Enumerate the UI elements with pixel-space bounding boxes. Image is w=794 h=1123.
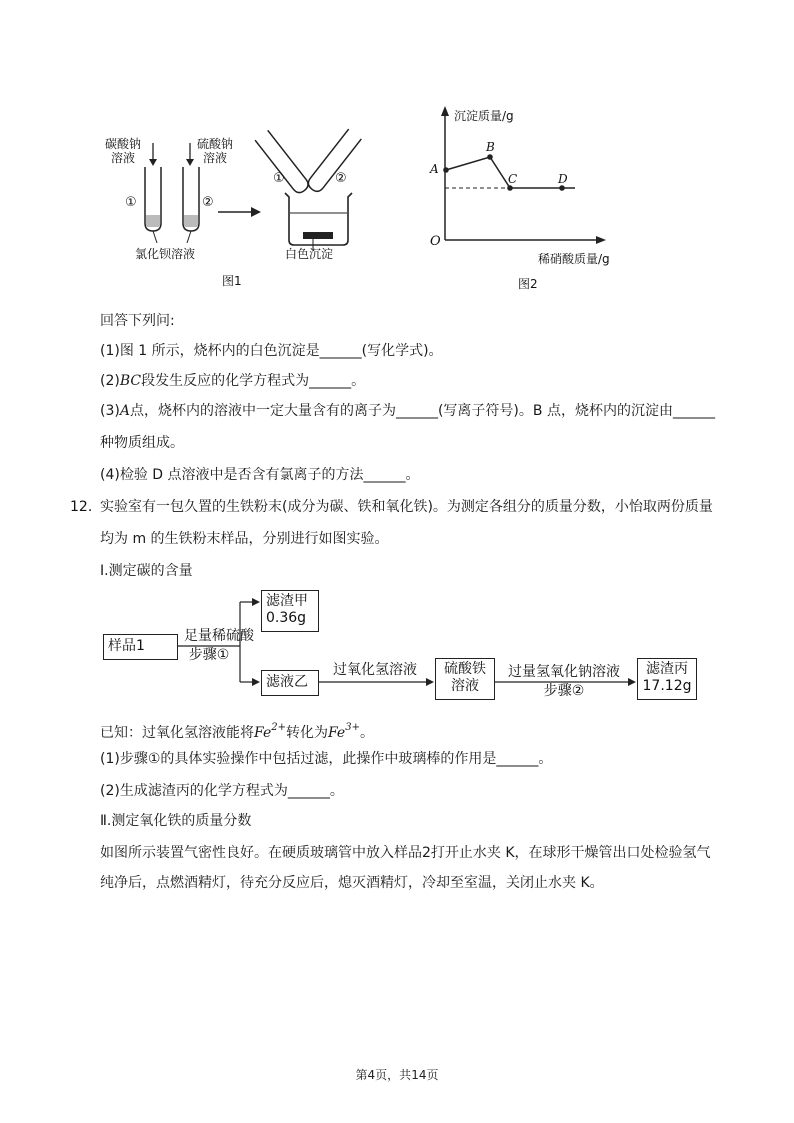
fig2-ylabel: 沉淀质量/g (454, 109, 514, 123)
residue-c-name: 滤渣丙 (646, 661, 688, 677)
fig2-label-b: B (486, 140, 495, 154)
q11-part4: (4)检验 D 点溶液中是否含有氯离子的方法______。 (100, 467, 420, 483)
fe3-ion: Fe (327, 725, 346, 741)
point-a (443, 167, 449, 173)
filtrate-b-box: 滤液乙 (261, 670, 319, 696)
residue-a-box (261, 590, 319, 632)
q11-intro: 回答下列问: (100, 313, 175, 329)
q11-part3-prefix: (3) (100, 403, 120, 419)
residue-c-mass: 17.12g (642, 678, 692, 694)
fig1-label-bacl2: 氯化钡溶液 (135, 247, 196, 261)
carbon-flow-diagram (100, 590, 720, 710)
fe2-charge: 2+ (271, 722, 286, 733)
footer-post: 页 (426, 1068, 439, 1082)
q12-part2-line2: 纯净后，点燃酒精灯，待充分反应后，熄灭酒精灯，冷却至室温，关闭止水夹 K。 (100, 875, 604, 891)
step2-label: 步骤② (543, 683, 585, 699)
q11-part3-cont: 种物质组成。 (100, 435, 184, 451)
fig1-beaker-mark2: ② (335, 171, 347, 186)
page-footer (0, 1066, 794, 1083)
iron-sulfate-box (435, 658, 495, 700)
q12-part2-title: Ⅱ.测定氧化铁的质量分数 (100, 813, 252, 829)
fig2-caption: 图2 (518, 277, 538, 291)
fig2-label-c: C (508, 172, 518, 186)
known-prefix: 已知：过氧化氢溶液能将 (100, 725, 254, 741)
q12-sub2: (2)生成滤渣丙的化学方程式为______。 (100, 783, 344, 799)
q12-number: 12. (70, 499, 93, 515)
q11-part3 (100, 401, 715, 421)
reagent3-label: 过量氢氧化钠溶液 (508, 664, 620, 680)
iron-sulfate-line2: 溶液 (451, 678, 479, 694)
point-c (507, 185, 513, 191)
fig1-label-na2co3: 碳酸钠 溶液 (105, 137, 142, 165)
known-suffix: 。 (359, 725, 374, 741)
fe3-charge: 3+ (345, 722, 360, 733)
q12-stem-line2: 均为 m 的生铁粉末样品，分别进行如图实验。 (100, 531, 389, 547)
residue-c-box (637, 658, 697, 700)
fig1-beaker-mark1: ① (273, 171, 285, 186)
fig2-label-a: A (430, 162, 439, 176)
figure-2 (420, 100, 650, 300)
point-d (559, 185, 565, 191)
fig2-label-d: D (558, 172, 568, 186)
footer-total: 14 (411, 1068, 427, 1082)
footer-page: 4 (367, 1068, 376, 1082)
q12-known (100, 718, 374, 743)
fig1-label-na2so4: 硫酸钠 溶液 (197, 137, 234, 165)
figure-1 (95, 115, 375, 295)
residue-a-name: 滤渣甲 (266, 593, 308, 609)
q11-part2-var: BC (119, 373, 142, 389)
sample1-box: 样品1 (103, 634, 178, 660)
q11-part2-text: 段发生反应的化学方程式为______。 (141, 373, 366, 389)
fig1-caption: 图1 (222, 274, 242, 288)
fig1-tube2-mark: ② (202, 195, 214, 210)
q11-part1: (1)图 1 所示，烧杯内的白色沉淀是______(写化学式)。 (100, 343, 443, 359)
figure-2-chart (420, 100, 650, 300)
fig1-tube1-mark: ① (125, 195, 137, 210)
footer-pre: 第 (355, 1068, 368, 1082)
q11-part2 (100, 371, 365, 391)
q11-part3-text: 点，烧杯内的溶液中一定大量含有的离子为______(写离子符号)。B 点，烧杯内的沉淀由______ (129, 403, 715, 419)
q12-sub1: (1)步骤①的具体实验操作中包括过滤，此操作中玻璃棒的作用是______。 (100, 751, 553, 767)
footer-mid: 页，共 (375, 1068, 412, 1082)
residue-a-mass: 0.36g (266, 610, 307, 626)
point-b (487, 154, 493, 160)
q11-part3-var: A (119, 403, 130, 419)
q11-part2-prefix: (2) (100, 373, 120, 389)
known-mid: 转化为 (285, 725, 328, 741)
fig2-xlabel: 稀硝酸质量/g (538, 252, 610, 266)
fig1-label-precipitate: 白色沉淀 (285, 247, 334, 261)
q12-part2-line1: 如图所示装置气密性良好。在硬质玻璃管中放入样品2打开止水夹 K，在球形干燥管出口处检验氢气 (100, 845, 711, 861)
step1-label: 步骤① (188, 647, 230, 663)
reagent2-label: 过氧化氢溶液 (333, 662, 417, 678)
iron-sulfate-line1: 硫酸铁 (444, 661, 486, 677)
q12-part1-title: Ⅰ.测定碳的含量 (100, 563, 193, 579)
fig2-origin: O (430, 234, 441, 249)
fe2-ion: Fe (254, 725, 272, 741)
q12-stem-line1: 实验室有一包久置的生铁粉末(成分为碳、铁和氧化铁)。为测定各组分的质量分数，小怡取两份质量 (100, 499, 713, 515)
reagent1-label: 足量稀硫酸 (184, 628, 254, 644)
